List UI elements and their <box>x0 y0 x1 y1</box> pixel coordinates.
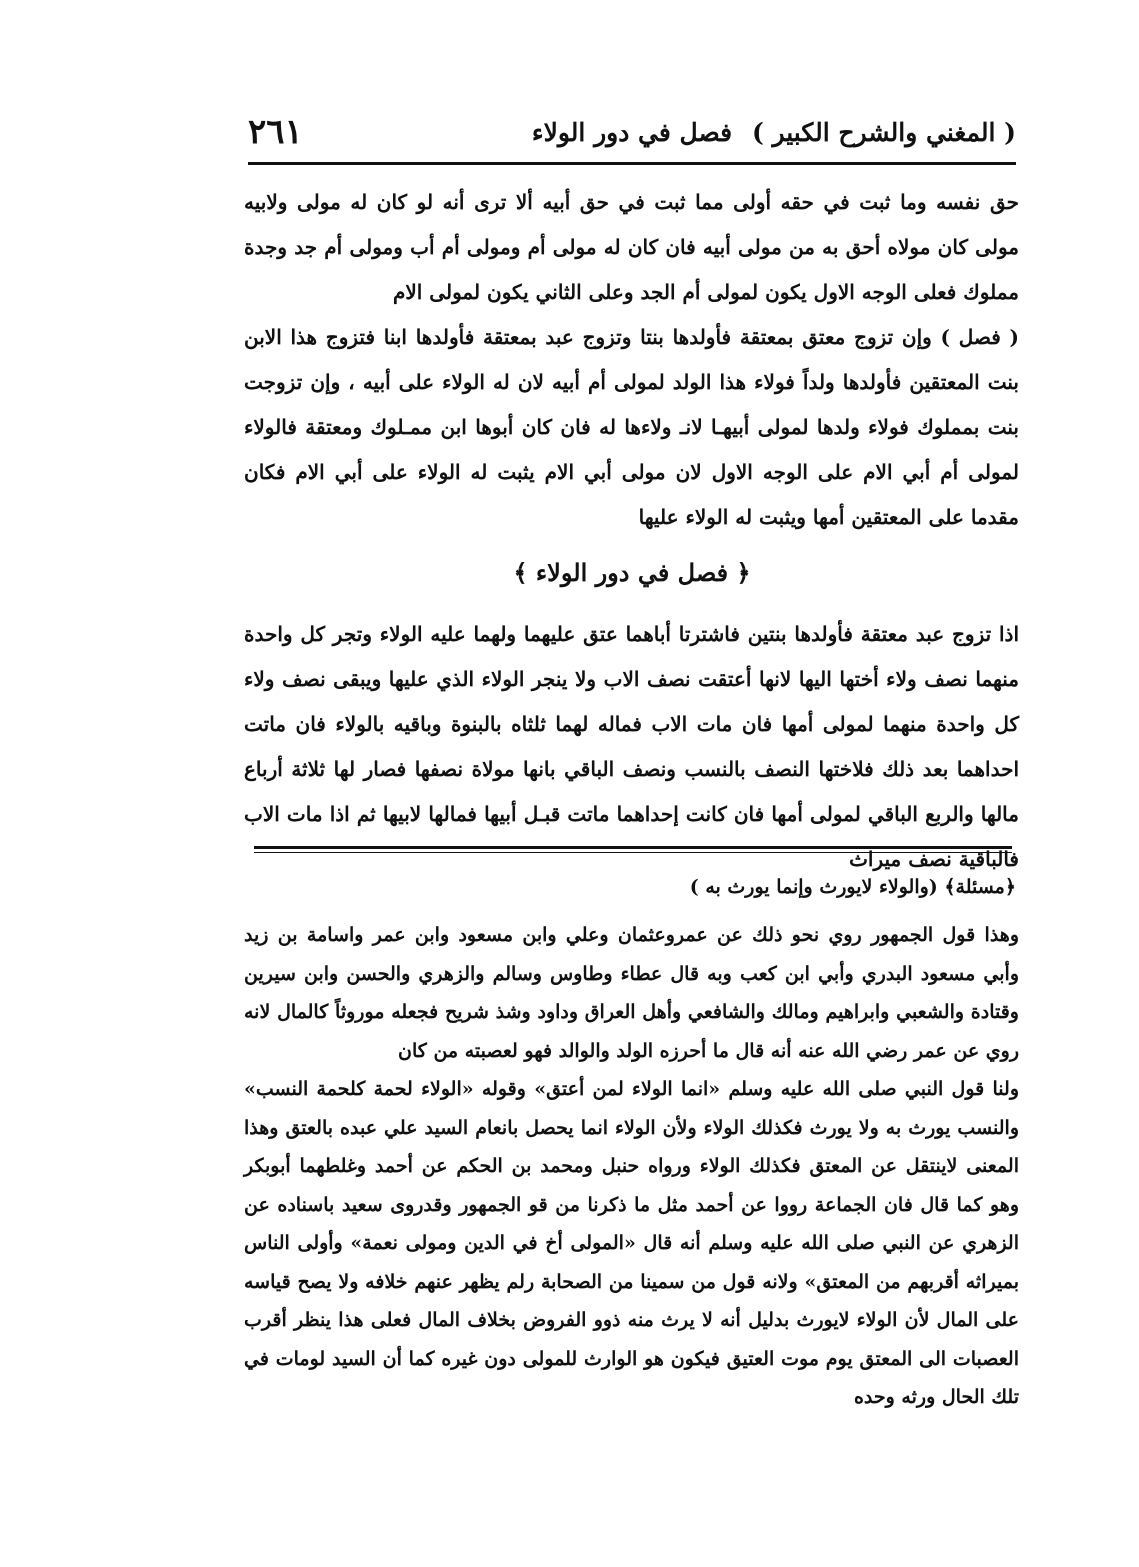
commentary-heading <box>248 876 1016 898</box>
running-chapter-title: فصل في دور الولاء <box>531 118 733 147</box>
page-header <box>248 112 1016 160</box>
section-title: ﴿ فصل في دور الولاء ﴾ <box>513 558 751 587</box>
paragraph: حق نفسه وما ثبت في حقه أولى مما ثبت في حق أبيه ألا ترى أنه لو كان له مولى ولابيه مولى كان مولاه أحق به من مولى أبيه فان كان له مولى أم ومولى أم أب ومولى أم جد وجدة مملوك فعلى الوجه الاول يكون لمولى أم الجد وعلى الثاني يكون لمولى الام <box>244 190 1019 304</box>
header-rule <box>248 162 1016 165</box>
commentary-divider <box>254 846 1012 853</box>
commentary-text <box>244 916 1019 1417</box>
main-text-section <box>244 612 1019 882</box>
book-title: ( المغني والشرح الكبير ) <box>751 118 1016 147</box>
masala-mark: ﴿مسئلة﴾ <box>944 876 1016 898</box>
paragraph: ولنا قول النبي صلى الله عليه وسلم «انما الولاء لمن أعتق» وقوله «الولاء لحمة كلحمة النسب» والنسب يورث به ولا يورث فكذلك الولاء ولأن الولاء انما يحصل بانعام السيد علي عبده بالعتق وهذا المعنى لاينتقل عن المعتق فكذلك الولاء ورواه حنبل ومحمد بن الحكم عن أحمد وغلطهما أبوبكر وهو كما قال فان الجماعة رووا عن أحمد مثل ما ذكرنا من قو الجمهور وقدروى سعيد باسناده عن الزهري عن النبي صلى الله عليه وسلم أنه قال «المولى أخ في الدين ومولى نعمة» وأولى الناس بميراثه أقربهم من المعتق» ولانه قول من سمينا من الصحابة رلم يظهر عنهم خلافه ولا يصح قياسه على المال لأن الولاء لايورث بدليل أنه لا يرث منه ذوو الفروض بخلاف المال فعلى هذا ينظر أقرب العصبات الى المعتق يوم موت العتيق فيكون هو الوارث للمولى دون غيره كما أن السيد لومات في تلك الحال ورثه وحده <box>244 1078 1019 1408</box>
paragraph: ( فصل ) وإن تزوج معتق بمعتقة فأولدها بنتا وتزوج عبد بمعتقة فأولدها ابنا فتزوج هذا الابن بنت المعتقين فأولدها ولداً فولاء هذا الولد لمولى أم أبيه لان له الولاء على أبيه ، وإن تزوجت بنت بمملوك فولاء ولدها لمولى أبيهـا لانـ ولاءها له فان كان أبوها ابن ممـلوك ومعتقة فالولاء لمولى أم أبي الام على الوجه الاول لان مولى أبي الام يثبت له الولاء على أبي الام فكان مقدما على المعتقين أمها ويثبت له الولاء عليها <box>244 325 1019 529</box>
paragraph: وهذا قول الجمهور روي نحو ذلك عن عمروعثمان وعلي وابن مسعود وابن عمر واسامة بن زيد وأبي مسعود البدري وأبي ابن كعب وبه قال عطاء وطاوس وسالم والزهري والحسن وابن سيرين وقتادة والشعبي وابراهيم ومالك والشافعي وأهل العراق وداود وشذ شريح فجعله موروثاً كالمال لانه روي عن عمر رضي الله عنه أنه قال ما أحرزه الولد والوالد فهو لعصبته من كان <box>244 924 1019 1062</box>
paragraph: اذا تزوج عبد معتقة فأولدها بنتين فاشترتا أباهما عتق عليهما ولهما عليه الولاء وتجر كل واحدة منهما نصف ولاء أختها اليها لانها أعتقت نصف الاب ولا ينجر الولاء الذي عليها ويبقى نصف ولاء كل واحدة منهما لمولى أمها فان مات الاب فماله لهما ثلثاه بالبنوة وباقيه بالولاء فان ماتت احداهما بعد ذلك فلاختها النصف بالنسب ونصف الباقي بانها مولاة نصفها فصار لها ثلاثة أرباع مالها والربع الباقي لمولى أمها فان كانت إحداهما ماتت قبـل أبيها فمالها لابيها ثم اذا مات الاب فالباقية نصف ميراث <box>244 622 1019 871</box>
main-text-upper <box>244 180 1019 540</box>
page-number: ٢٦١ <box>248 112 303 152</box>
masala-text: (والولاء لايورث وإنما يورث به ) <box>689 876 938 898</box>
